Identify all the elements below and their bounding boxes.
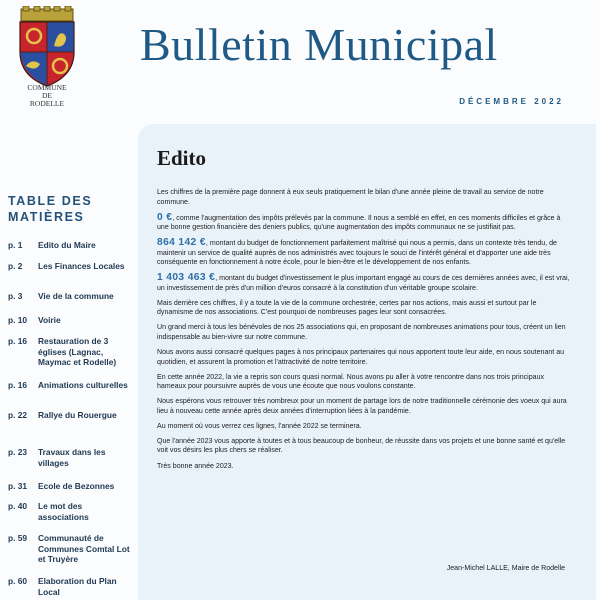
toc-label: Animations culturelles <box>38 380 128 390</box>
tax-increase-amount: 0 € <box>157 211 173 223</box>
edito-paragraph: Que l'année 2023 vous apporte à toutes et à tous beaucoup de bonheur, de réussite dans vos projets et une bonne santé et qu'elle voit vos désirs les plus chers se réaliser. <box>157 437 566 455</box>
toc-page-number: p. 2 <box>8 261 23 271</box>
toc-label: Edito du Maire <box>38 240 96 250</box>
toc-page-number: p. 16 <box>8 380 28 390</box>
paragraph-text: , comme l'augmentation des impôts prélevés par la commune. Il nous a semblé en effet, en ces moments difficiles et grâce à une bonne gestion financière des deniers publics, qu'une augmentation des impôts communaux ne se justifiait pas. <box>157 214 561 232</box>
crest-caption <box>10 84 84 108</box>
toc-label: Rallye du Rouergue <box>38 410 117 420</box>
edito-paragraph <box>157 213 572 233</box>
crest-caption-line1: COMMUNE <box>27 83 67 92</box>
operating-budget-amount: 864 142 € <box>157 237 206 249</box>
toc-page-number: p. 31 <box>8 481 28 491</box>
edito-paragraph: En cette année 2022, la vie a repris son cours quasi normal. Nous avons pu aller à votre rencontre dans nos trois principaux hameaux pour poursuivre auprès de vous une écoute que nous voulons constante. <box>157 373 545 391</box>
toc-heading <box>8 193 128 225</box>
edito-paragraph: Un grand merci à tous les bénévoles de nos 25 associations qui, en proposant de nombreuses animations pour tous, créent un lien indispensable au bien-vivre sur notre commune. <box>157 324 566 341</box>
edito-paragraph: Nous espérons vous retrouver très nombreux pour un moment de partage lors de notre traditionnelle cérémonie des voeux qui aura lieu à nouveau cette année après deux années d'interruption liées à la pandémie. <box>157 398 567 415</box>
toc-page-number: p. 22 <box>8 410 28 420</box>
edito-paragraph: Mais derrière ces chiffres, il y a toute la vie de la commune orchestrée, certes par nos actions, mais aussi et surtout par le dynamisme de nos associations. C'est pourquoi de nombreuses pages leur sont consacrées. <box>157 299 537 317</box>
edito-paragraph <box>157 238 572 268</box>
toc-page-number: p. 1 <box>8 240 23 250</box>
toc-page-number: p. 23 <box>8 447 28 457</box>
edito-heading: Edito <box>157 146 207 170</box>
toc-page-number: p. 10 <box>8 315 28 325</box>
toc-heading-line2: MATIÈRES <box>8 210 85 224</box>
crest-caption-line3: RODELLE <box>29 99 65 108</box>
toc-label: Ecole de Bezonnes <box>38 481 115 491</box>
toc-page-number: p. 3 <box>8 291 23 301</box>
toc-heading-line1: TABLE DES <box>8 194 93 208</box>
background-watermark <box>230 62 570 122</box>
toc-label: Le mot des associations <box>38 501 89 522</box>
edito-paragraph: Au moment où vous verrez ces lignes, l'année 2022 se terminera. <box>157 422 362 430</box>
toc-label: Les Finances Locales <box>38 261 125 271</box>
issue-date: DÉCEMBRE 2022 <box>459 97 564 106</box>
toc-page-number: p. 40 <box>8 501 28 511</box>
edito-body <box>157 188 572 477</box>
page-title: Bulletin Municipal <box>140 19 498 70</box>
toc-label: Voirie <box>38 315 61 325</box>
edito-paragraph: Très bonne année 2023. <box>157 462 234 470</box>
toc-label: Restauration de 3 églises (Lagnac, Maymac et Rodelle) <box>38 336 117 367</box>
toc-label: Elaboration du Plan Local <box>38 576 117 597</box>
paragraph-text: , montant du budget de fonctionnement parfaitement maîtrisé qui nous a permis, dans un contexte très tendu, de maintenir un service de qualité auprès de nos administrés avec toujours le souci de l'intérêt général et d'apporter une aide très conséquente en fonctionnement à notre école, pour le bien-être et le développement de nos enfants. <box>157 240 557 267</box>
investment-budget-amount: 1 403 463 € <box>157 272 216 284</box>
toc-label: Vie de la commune <box>38 291 114 301</box>
crest-caption-line2: DE <box>42 91 52 100</box>
edito-paragraph: Nous avons aussi consacré quelques pages à nos principaux partenaires qui nous apportent toute leur aide, en nous soutenant au quotidien, et assurent la promotion et l'attractivité de notre territoire. <box>157 349 565 366</box>
edito-paragraph <box>157 273 572 293</box>
toc-page-number: p. 60 <box>8 576 28 586</box>
toc-page-number: p. 59 <box>8 533 28 543</box>
paragraph-text: , montant du budget d'investissement le plus important engagé au cours de ces dernières années avec, il est vrai, un investissement de près d'un million d'euros consacré à la constitution d'un véritable groupe scolaire. <box>157 275 570 292</box>
toc-label: Travaux dans les villages <box>38 447 106 468</box>
edito-paragraph: Les chiffres de la première page donnent à eux seuls pratiquement le bilan d'une année pleine de travail au service de notre commune. <box>157 189 544 206</box>
toc-label: Communauté de Communes Comtal Lot et Truyère <box>38 533 130 564</box>
toc-page-number: p. 16 <box>8 336 28 346</box>
mayor-signature: Jean-Michel LALLE, Maire de Rodelle <box>446 565 565 572</box>
